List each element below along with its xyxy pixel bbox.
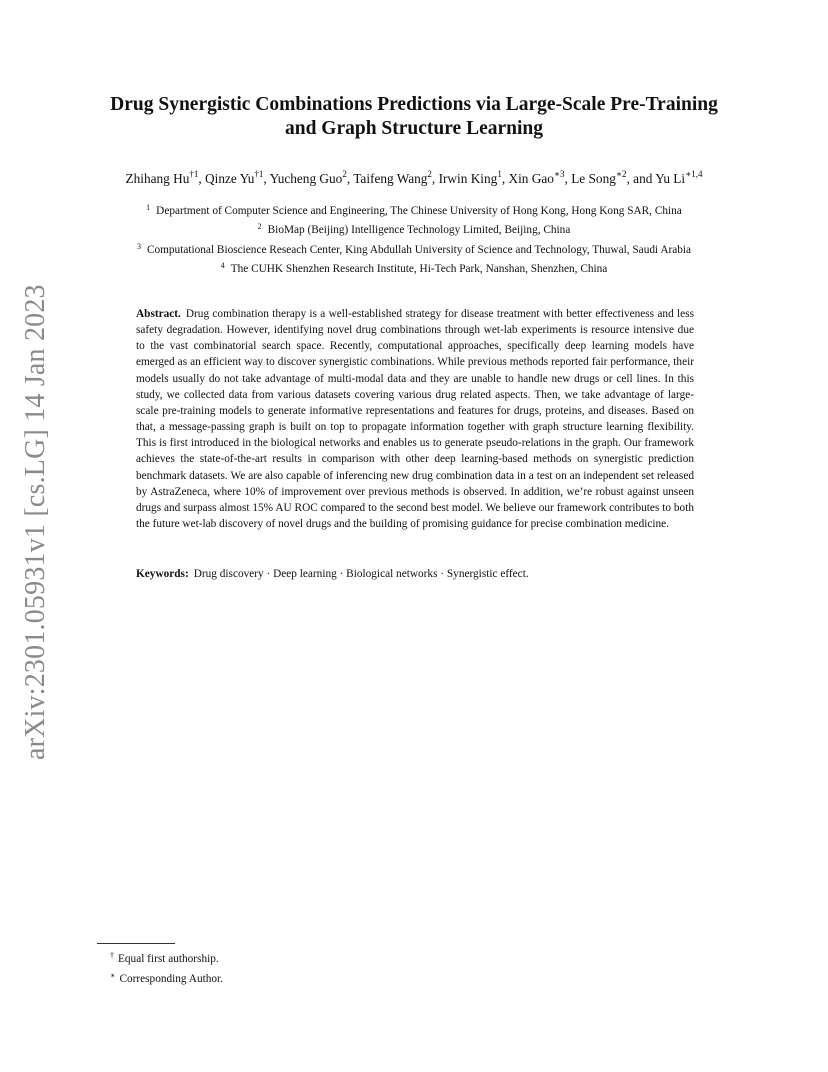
- author: Yu $Li^{∗1,4}$: [655, 169, 703, 187]
- keywords-label: Keywords:: [136, 568, 189, 580]
- affiliation: $^2$ BioMap (Beijing) Intelligence Technology Limited, Beijing, China: [257, 222, 571, 237]
- footnote-divider: [97, 943, 175, 944]
- keywords-text: Drug discovery · Deep learning · Biological networks · Synergistic effect.: [193, 568, 529, 580]
- footnote-equal-authorship: † Equal first authorship.: [110, 951, 219, 965]
- author: Irwin King$^1$,: [438, 169, 509, 187]
- paper-title: [60, 93, 768, 141]
- abstract-text: Drug combination therapy is a well-established strategy for disease treatment with better effectiveness and less safety degradation. However, identifying novel drug combinations through wet-lab experiments is resource intensive due to the vast combinatorial search space. Recently, computational approaches, specifically deep learning models have emerged as an efficient way to discover synergistic combinations. While previous methods reported fair performance, their models usually do not take advantage of multi-modal data and they are unable to handle new drugs or cell lines. In this study, we collected data from various datasets covering various drug related aspects. Then, we take advantage of large-scale pre-training models to generate informative representations and features for drugs, proteins, and diseases. Based on that, a message-passing graph is built on top to propagate information together with graph structure learning flexibility. This is first introduced in the biological networks and enables us to generate pseudo-relations in the graph. Our framework achieves the state-of-the-art results in comparison with other deep learning-based methods on synergistic prediction benchmark datasets. We are also capable of inferencing new drug combination data in a test on an independent set released by AstraZeneca, where 10% of improvement over previous methods is observed. In addition, we’re robust against unseen drugs and surpass almost 15% AU ROC compared to the second best model. We believe our framework contributes to both the future wet-lab discovery of novel drugs and the building of promising guidance for precise combination medicine.: [136, 308, 694, 531]
- footnote-corresponding-author: ∗ Corresponding Author.: [110, 970, 223, 985]
- title-line-1: Drug Synergistic Combinations Predictions via Large-Scale Pre-Training: [110, 94, 718, 115]
- affiliation: $^1$ Department of Computer Science and Engineering, The Chinese University of Hong Kong, Hong Kong SAR, China: [146, 203, 682, 217]
- author: Zhihang Hu$^{\dagger 1}$,: [125, 169, 206, 187]
- author: Xin Gao$^{∗3}$,: [508, 169, 572, 187]
- footnotes: [110, 948, 223, 987]
- abstract-label: Abstract.: [136, 308, 181, 320]
- author: Qinze Yu$^{\dagger 1}$,: [205, 169, 270, 187]
- affiliation: $^3$ Computational Bioscience Reseach Center, King Abdullah University of Science and Technology, Thuwal, Saudi Arabia: [136, 241, 692, 256]
- arxiv-id: arXiv:2301.05931v1 [cs.LG] 14 Jan 2023: [20, 284, 51, 760]
- affiliation: $^4$ The CUHK Shenzhen Research Institute, Hi-Tech Park, Nanshan, Shenzhen, China: [220, 260, 608, 275]
- title-line-2: and Graph Structure Learning: [284, 118, 544, 139]
- abstract: [136, 306, 694, 532]
- keywords: [136, 566, 694, 582]
- author: Taifeng Wang$^2$,: [353, 169, 439, 187]
- author-list: [60, 170, 768, 187]
- author: Yucheng Guo$^2$,: [269, 169, 354, 187]
- author: Le Song$^{∗2}$, and: [571, 169, 656, 187]
- affiliation-list: [40, 200, 788, 277]
